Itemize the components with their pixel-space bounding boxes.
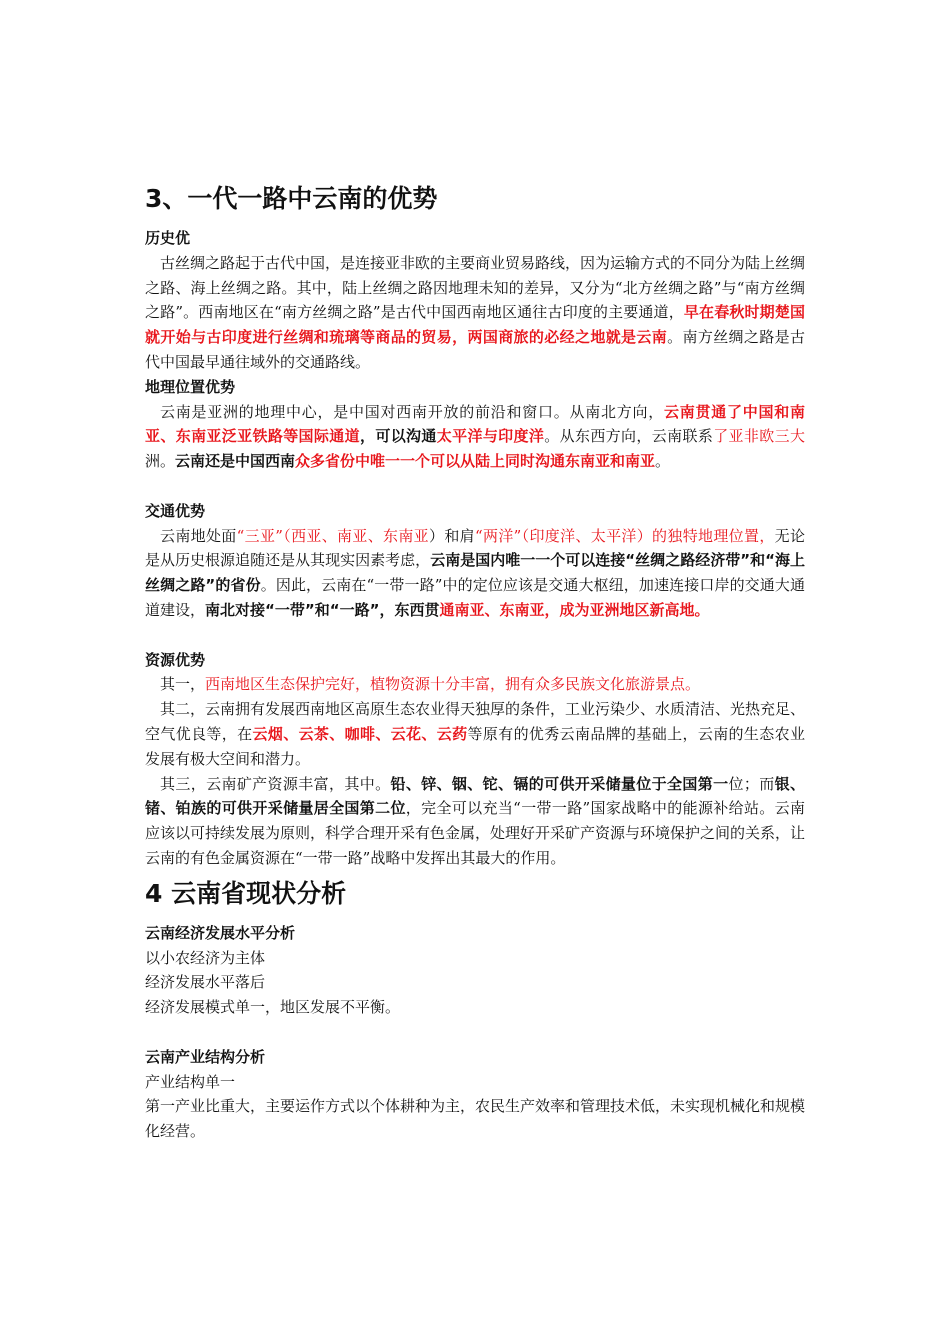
geo-highlight-1: 云南贯通了中国和南亚、东南亚泛亚铁路等国际通道: [145, 402, 805, 446]
industry-line-2: 第一产业比重大，主要运作方式以个体耕种为主，农民生产效率和管理技术低，未实现机械化和规模化经营。: [145, 1097, 806, 1141]
resources-heading: 资源优势: [145, 650, 206, 669]
res-red-1: 西南地区生态保护完好，植物资源十分丰富，拥有众多民族文化旅游景点。: [205, 675, 701, 694]
economy-line-1: 以小农经济为主体: [145, 948, 266, 967]
section-4-title: 4 云南省现状分析: [145, 878, 347, 908]
history-heading: 历史优: [145, 229, 191, 247]
res-text-6: ，完全可以充当“一带一路”国家战略中的能源补给站。云南应该以可持续发展为原则，科学合理开采有色金属，处理好开采矿产资源与环境保护之间的关系，让云南的有色金属资源在“一带一路”战略中发挥出其最大的作用。: [145, 799, 806, 867]
industry-heading: 云南产业结构分析: [145, 1047, 266, 1066]
geo-text-2: 。从东西方向，云南联系: [544, 427, 714, 446]
geo-text-4: 。: [655, 452, 671, 471]
document-body: [145, 178, 805, 1144]
tr-bold-2: 南北对接“一带”和“一路”，东西贯: [205, 600, 440, 619]
spacer: [145, 1020, 805, 1045]
res-bold-2: 银、锗、铂族的可供开采储量居全国第二位: [145, 774, 805, 818]
economy-line-3: 经济发展模式单一，地区发展不平衡。: [145, 998, 401, 1017]
transport-paragraph: [145, 524, 805, 623]
geography-paragraph: [145, 400, 805, 474]
history-text-tail: 。南方丝绸之路是古代中国最早通往域外的交通路线。: [145, 328, 805, 371]
history-highlight: 早在春秋时期楚国就开始与古印度进行丝绸和琉璃等商品的贸易，两国商旅的必经之地就是云南: [145, 303, 805, 347]
res-text-2: 其二，云南拥有发展西南地区高原生态农业得天独厚的条件，工业污染少、水质清洁、光热充足、空气优良等，在: [145, 700, 806, 743]
history-text: 古丝绸之路起于古代中国，是连接亚非欧的主要商业贸易路线，因为运输方式的不同分为陆上丝绸之路、海上丝绸之路。其中，陆上丝绸之路因地理未知的差异，又分为“北方丝绸之路”与“南方丝绸之路”。西南地区在“南方丝绸之路”是古代中国西南地区通往古印度的主要通道，: [145, 253, 806, 322]
res-text-1: 其一，: [160, 675, 206, 694]
res-bold-1: 铅、锌、铟、铊、镉的可供开采储量位于全国第一: [390, 774, 729, 793]
geo-text-3: 洲。: [145, 452, 176, 471]
transport-heading: 交通优势: [145, 501, 206, 520]
resources-paragraph-3: [145, 772, 805, 871]
tr-text-3: 无论是从历史根源追随还是从其现实因素考虑，: [145, 526, 805, 570]
geo-bold-1: ，可以沟通: [359, 427, 437, 446]
tr-text-4: 。因此，云南在“一带一路”中的定位应该是交通大枢纽，加速连接口岸的交通大通道建设，: [145, 576, 805, 619]
geo-highlight-2: 太平洋与印度洋: [436, 427, 545, 446]
geo-red-1: 了亚非欧三大: [713, 427, 805, 446]
geography-heading: 地理位置优势: [145, 377, 236, 396]
tr-text-1: 云南地处面: [160, 526, 237, 545]
industry-line-1: 产业结构单一: [145, 1072, 236, 1091]
section-3-title: 3、一代一路中云南的优势: [145, 184, 438, 213]
geo-bold-2: 云南还是中国西南: [175, 452, 296, 471]
res-highlight-1: 云烟、云茶、咖啡、云花、云药: [252, 724, 468, 743]
resources-paragraph-2: [145, 697, 805, 771]
geo-highlight-3: 众多省份中唯一一个可以从陆上同时沟通东南亚和南亚: [295, 452, 656, 471]
spacer: [145, 623, 805, 648]
resources-paragraph-1: [145, 672, 805, 697]
res-text-3: 等原有的优秀云南品牌的基础上，云南的生态农业发展有极大空间和潜力。: [145, 724, 805, 768]
tr-red-2: “两洋”（印度洋、太平洋）的独特地理位置，: [475, 526, 775, 545]
tr-red-1: “三亚”（西亚、南亚、东南亚: [236, 526, 430, 545]
economy-heading: 云南经济发展水平分析: [145, 923, 296, 942]
geo-text-1: 云南是亚洲的地理中心，是中国对西南开放的前沿和窗口。从南北方向，: [160, 402, 664, 421]
economy-line-2: 经济发展水平落后: [145, 973, 266, 992]
tr-highlight-1: 通南亚、东南亚，成为亚洲地区新高地。: [439, 600, 710, 619]
tr-bold-1: 云南是国内唯一一个可以连接“丝绸之路经济带”和“海上丝绸之路”的省份: [145, 551, 805, 595]
res-text-4: 其三，云南矿产资源丰富，其中。: [160, 774, 391, 793]
tr-text-2: ）和肩: [429, 526, 475, 545]
res-text-5: 位；而: [728, 774, 775, 793]
spacer: [145, 474, 805, 499]
history-paragraph: [145, 251, 805, 375]
